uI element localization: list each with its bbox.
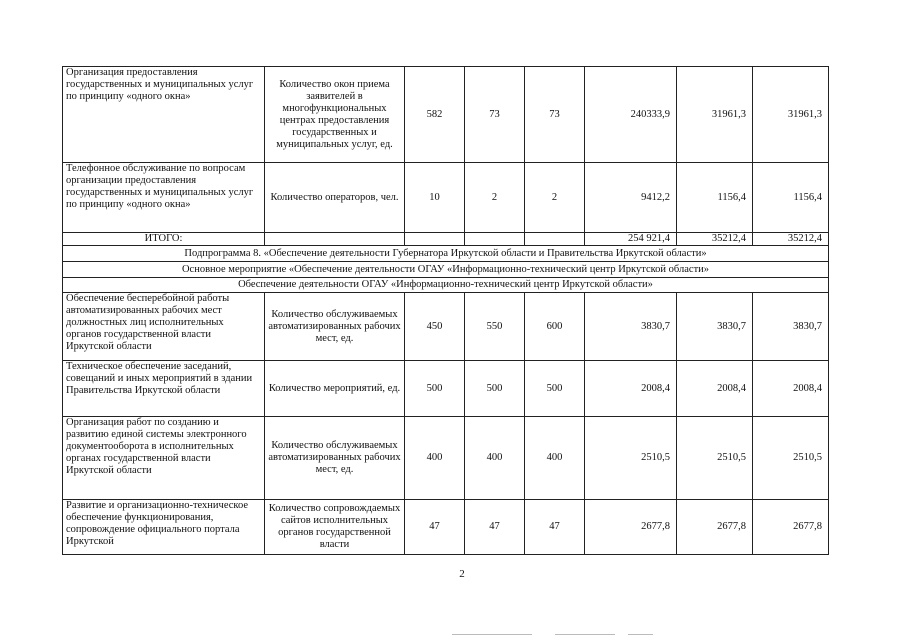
value-cell: 2677,8	[677, 500, 753, 555]
value-cell: 2510,5	[753, 417, 829, 500]
total-value: 254 921,4	[585, 233, 677, 246]
indicator-name: Количество обслуживаемых автоматизированных рабочих мест, ед.	[265, 417, 405, 500]
activity-title: Обеспечение деятельности ОГАУ «Информационно-технический центр Иркутской области»	[63, 278, 829, 293]
table-row	[63, 163, 829, 233]
scan-artifact-line	[628, 634, 653, 635]
table-row	[63, 293, 829, 361]
value-cell: 400	[525, 417, 585, 500]
table-row	[63, 417, 829, 500]
value-cell: 2510,5	[585, 417, 677, 500]
empty-cell	[525, 233, 585, 246]
value-cell: 450	[405, 293, 465, 361]
value-cell: 2677,8	[753, 500, 829, 555]
value-cell: 400	[405, 417, 465, 500]
table-row	[63, 67, 829, 163]
value-cell: 2008,4	[585, 361, 677, 417]
total-value: 35212,4	[753, 233, 829, 246]
value-cell: 2008,4	[677, 361, 753, 417]
section-header-row	[63, 246, 829, 262]
value-cell: 240333,9	[585, 67, 677, 163]
measure-name: Обеспечение бесперебойной работы автоматизированных рабочих мест должностных лиц исполнительных органов государственной власти Иркутской области	[63, 293, 265, 361]
empty-cell	[405, 233, 465, 246]
table-row	[63, 361, 829, 417]
value-cell: 2677,8	[585, 500, 677, 555]
indicator-name: Количество сопровождаемых сайтов исполнительных органов государственной власти	[265, 500, 405, 555]
total-value: 35212,4	[677, 233, 753, 246]
indicator-name: Количество операторов, чел.	[265, 163, 405, 233]
value-cell: 2	[465, 163, 525, 233]
indicator-name: Количество окон приема заявителей в многофункциональных центрах предоставления государственных и муниципальных услуг, ед.	[265, 67, 405, 163]
value-cell: 47	[405, 500, 465, 555]
value-cell: 10	[405, 163, 465, 233]
value-cell: 3830,7	[753, 293, 829, 361]
measure-name: Развитие и организационно-техническое обеспечение функционирования, сопровождение официального портала Иркутской	[63, 500, 265, 555]
value-cell: 2510,5	[677, 417, 753, 500]
subprogram-title: Подпрограмма 8. «Обеспечение деятельности Губернатора Иркутской области и Правительства Иркутской области»	[63, 246, 829, 262]
services-table	[62, 66, 829, 555]
value-cell: 500	[465, 361, 525, 417]
scan-artifact-line	[555, 634, 615, 635]
value-cell: 9412,2	[585, 163, 677, 233]
main-activity-title: Основное мероприятие «Обеспечение деятельности ОГАУ «Информационно-технический центр Иркутской области»	[63, 262, 829, 278]
total-row	[63, 233, 829, 246]
indicator-name: Количество мероприятий, ед.	[265, 361, 405, 417]
table-row	[63, 500, 829, 555]
page-number: 2	[459, 568, 465, 580]
measure-name: Организация работ по созданию и развитию единой системы электронного документооборота в исполнительных органах государственной власти Иркутской области	[63, 417, 265, 500]
value-cell: 2008,4	[753, 361, 829, 417]
value-cell: 73	[465, 67, 525, 163]
value-cell: 550	[465, 293, 525, 361]
value-cell: 2	[525, 163, 585, 233]
value-cell: 1156,4	[753, 163, 829, 233]
value-cell: 582	[405, 67, 465, 163]
value-cell: 400	[465, 417, 525, 500]
value-cell: 31961,3	[677, 67, 753, 163]
value-cell: 500	[405, 361, 465, 417]
value-cell: 600	[525, 293, 585, 361]
total-label: ИТОГО:	[63, 233, 265, 246]
measure-name: Телефонное обслуживание по вопросам организации предоставления государственных и муниципальных услуг по принципу «одного окна»	[63, 163, 265, 233]
value-cell: 47	[465, 500, 525, 555]
value-cell: 3830,7	[585, 293, 677, 361]
value-cell: 1156,4	[677, 163, 753, 233]
value-cell: 500	[525, 361, 585, 417]
value-cell: 31961,3	[753, 67, 829, 163]
empty-cell	[265, 233, 405, 246]
section-header-row	[63, 278, 829, 293]
indicator-name: Количество обслуживаемых автоматизированных рабочих мест, ед.	[265, 293, 405, 361]
measure-name: Техническое обеспечение заседаний, совещаний и иных мероприятий в здании Правительства Иркутской области	[63, 361, 265, 417]
value-cell: 47	[525, 500, 585, 555]
empty-cell	[465, 233, 525, 246]
value-cell: 73	[525, 67, 585, 163]
measure-name: Организация предоставления государственных и муниципальных услуг по принципу «одного окна»	[63, 67, 265, 163]
section-header-row	[63, 262, 829, 278]
scan-artifact-line	[452, 634, 532, 635]
value-cell: 3830,7	[677, 293, 753, 361]
